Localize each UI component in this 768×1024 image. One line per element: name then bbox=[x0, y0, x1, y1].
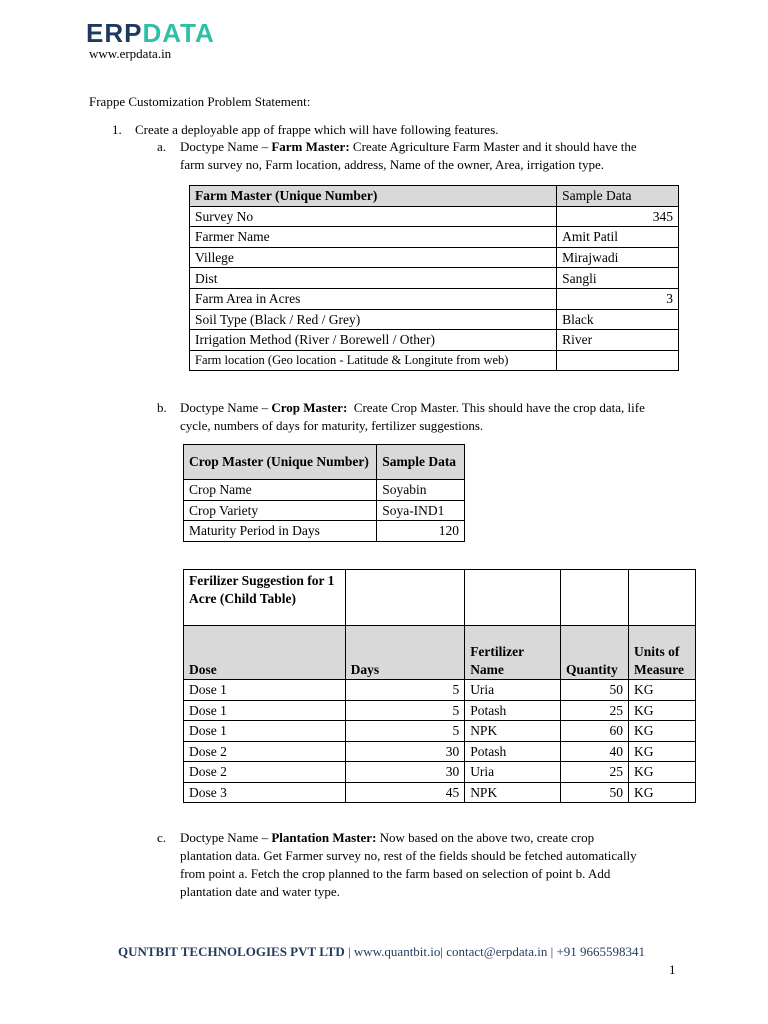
fert-name: Potash bbox=[465, 700, 561, 721]
crop-header-sample: Sample Data bbox=[377, 445, 465, 480]
crop-value: Soya-IND1 bbox=[377, 500, 465, 521]
footer-company: QUNTBIT TECHNOLOGIES PVT LTD bbox=[118, 944, 345, 959]
fert-table-title: Ferilizer Suggestion for 1 Acre (Child Table) bbox=[184, 570, 346, 626]
farm-value: River bbox=[557, 330, 679, 351]
section-b-prefix: Doctype Name – bbox=[180, 400, 272, 415]
crop-header-field: Crop Master (Unique Number) bbox=[184, 445, 377, 480]
fert-uom: KG bbox=[629, 741, 696, 762]
farm-value: 3 bbox=[557, 288, 679, 309]
farm-field: Soil Type (Black / Red / Grey) bbox=[190, 309, 557, 330]
section-c-line2: plantation data. Get Farmer survey no, rest of the fields should be fetched automatically bbox=[180, 848, 637, 863]
fert-days: 30 bbox=[345, 741, 465, 762]
table-row bbox=[190, 227, 679, 248]
fert-dose: Dose 2 bbox=[184, 741, 346, 762]
crop-field: Crop Variety bbox=[184, 500, 377, 521]
farm-field: Villege bbox=[190, 247, 557, 268]
section-a-prefix: Doctype Name – bbox=[180, 139, 272, 154]
table-row bbox=[184, 782, 696, 803]
table-row bbox=[190, 288, 679, 309]
fert-uom: KG bbox=[629, 700, 696, 721]
farm-master-table bbox=[189, 185, 679, 371]
section-c-prefix: Doctype Name – bbox=[180, 830, 272, 845]
table-row bbox=[184, 680, 696, 701]
fert-quantity: 50 bbox=[561, 680, 629, 701]
crop-value: 120 bbox=[377, 521, 465, 542]
farm-value: Mirajwadi bbox=[557, 247, 679, 268]
section-c bbox=[157, 829, 717, 901]
logo-data-text: DATA bbox=[142, 18, 215, 48]
farm-value: Amit Patil bbox=[557, 227, 679, 248]
section-a bbox=[157, 138, 717, 174]
list-item-1-text: Create a deployable app of frappe which will have following features. bbox=[135, 122, 499, 137]
crop-field: Crop Name bbox=[184, 480, 377, 501]
footer-contact: | www.quantbit.io| contact@erpdata.in | +91 9665598341 bbox=[344, 944, 646, 959]
fert-header-uom: Units of Measure bbox=[629, 626, 696, 680]
logo-erp-text: ERP bbox=[86, 18, 143, 48]
fert-days: 5 bbox=[345, 721, 465, 742]
table-row bbox=[190, 206, 679, 227]
farm-value: Sangli bbox=[557, 268, 679, 289]
fert-uom: KG bbox=[629, 680, 696, 701]
section-c-line3: from point a. Fetch the crop planned to the farm based on selection of point b. Add bbox=[180, 866, 611, 881]
farm-header-field: Farm Master (Unique Number) bbox=[190, 186, 557, 207]
section-b-marker: b. bbox=[157, 400, 167, 415]
fert-quantity: 50 bbox=[561, 782, 629, 803]
page-number: 1 bbox=[669, 962, 676, 977]
fert-header-dose: Dose bbox=[184, 626, 346, 680]
crop-master-table bbox=[183, 444, 465, 542]
fert-days: 5 bbox=[345, 680, 465, 701]
fert-dose: Dose 1 bbox=[184, 700, 346, 721]
fert-uom: KG bbox=[629, 721, 696, 742]
fertilizer-suggestion-table bbox=[183, 569, 696, 803]
fert-dose: Dose 1 bbox=[184, 721, 346, 742]
section-b-doctype-name: Crop Master: bbox=[271, 400, 348, 415]
fert-uom: KG bbox=[629, 782, 696, 803]
fert-days: 5 bbox=[345, 700, 465, 721]
table-row bbox=[184, 741, 696, 762]
section-c-doctype-name: Plantation Master: bbox=[271, 830, 377, 845]
fert-name: Potash bbox=[465, 741, 561, 762]
table-row bbox=[184, 480, 465, 501]
fert-quantity: 40 bbox=[561, 741, 629, 762]
farm-header-sample: Sample Data bbox=[557, 186, 679, 207]
table-row bbox=[190, 330, 679, 351]
section-a-line2: farm survey no, Farm location, address, Name of the owner, Area, irrigation type. bbox=[180, 157, 605, 172]
farm-value bbox=[557, 350, 679, 371]
table-row bbox=[190, 247, 679, 268]
fert-quantity: 25 bbox=[561, 700, 629, 721]
fert-quantity: 25 bbox=[561, 762, 629, 783]
table-row bbox=[190, 350, 679, 371]
fert-dose: Dose 2 bbox=[184, 762, 346, 783]
fert-name: NPK bbox=[465, 721, 561, 742]
fert-name: Uria bbox=[465, 762, 561, 783]
fert-uom: KG bbox=[629, 762, 696, 783]
table-row bbox=[184, 762, 696, 783]
section-a-doctype-name: Farm Master: bbox=[271, 139, 350, 154]
table-row bbox=[190, 268, 679, 289]
farm-field: Dist bbox=[190, 268, 557, 289]
fert-dose: Dose 1 bbox=[184, 680, 346, 701]
table-row bbox=[184, 500, 465, 521]
section-b-line1: Create Crop Master. This should have the crop data, life bbox=[347, 400, 645, 415]
farm-value: 345 bbox=[557, 206, 679, 227]
fert-name: NPK bbox=[465, 782, 561, 803]
section-a-line1: Create Agriculture Farm Master and it should have the bbox=[349, 139, 637, 154]
section-c-marker: c. bbox=[157, 830, 167, 845]
section-a-marker: a. bbox=[157, 139, 167, 154]
list-marker-1: 1. bbox=[112, 122, 122, 137]
fert-dose: Dose 3 bbox=[184, 782, 346, 803]
crop-value: Soyabin bbox=[377, 480, 465, 501]
farm-field: Farm location (Geo location - Latitude & Longitute from web) bbox=[190, 350, 557, 371]
farm-field: Survey No bbox=[190, 206, 557, 227]
fert-quantity: 60 bbox=[561, 721, 629, 742]
farm-field: Irrigation Method (River / Borewell / Other) bbox=[190, 330, 557, 351]
table-row bbox=[184, 700, 696, 721]
fert-header-quantity: Quantity bbox=[561, 626, 629, 680]
table-row bbox=[184, 521, 465, 542]
list-item-1 bbox=[112, 122, 499, 138]
erpdata-logo bbox=[86, 18, 215, 48]
website-url[interactable]: www.erpdata.in bbox=[89, 46, 172, 61]
table-row bbox=[184, 721, 696, 742]
page-heading: Frappe Customization Problem Statement: bbox=[89, 94, 311, 109]
fert-header-days: Days bbox=[345, 626, 465, 680]
farm-field: Farmer Name bbox=[190, 227, 557, 248]
farm-value: Black bbox=[557, 309, 679, 330]
fert-header-name: Fertilizer Name bbox=[465, 626, 561, 680]
page-footer bbox=[118, 944, 645, 960]
section-c-line4: plantation date and water type. bbox=[180, 884, 340, 899]
fert-days: 45 bbox=[345, 782, 465, 803]
farm-field: Farm Area in Acres bbox=[190, 288, 557, 309]
crop-field: Maturity Period in Days bbox=[184, 521, 377, 542]
fert-days: 30 bbox=[345, 762, 465, 783]
section-c-line1: Now based on the above two, create crop bbox=[376, 830, 595, 845]
section-b-line2: cycle, numbers of days for maturity, fertilizer suggestions. bbox=[180, 418, 484, 433]
section-b bbox=[157, 399, 717, 435]
table-row bbox=[190, 309, 679, 330]
fert-name: Uria bbox=[465, 680, 561, 701]
